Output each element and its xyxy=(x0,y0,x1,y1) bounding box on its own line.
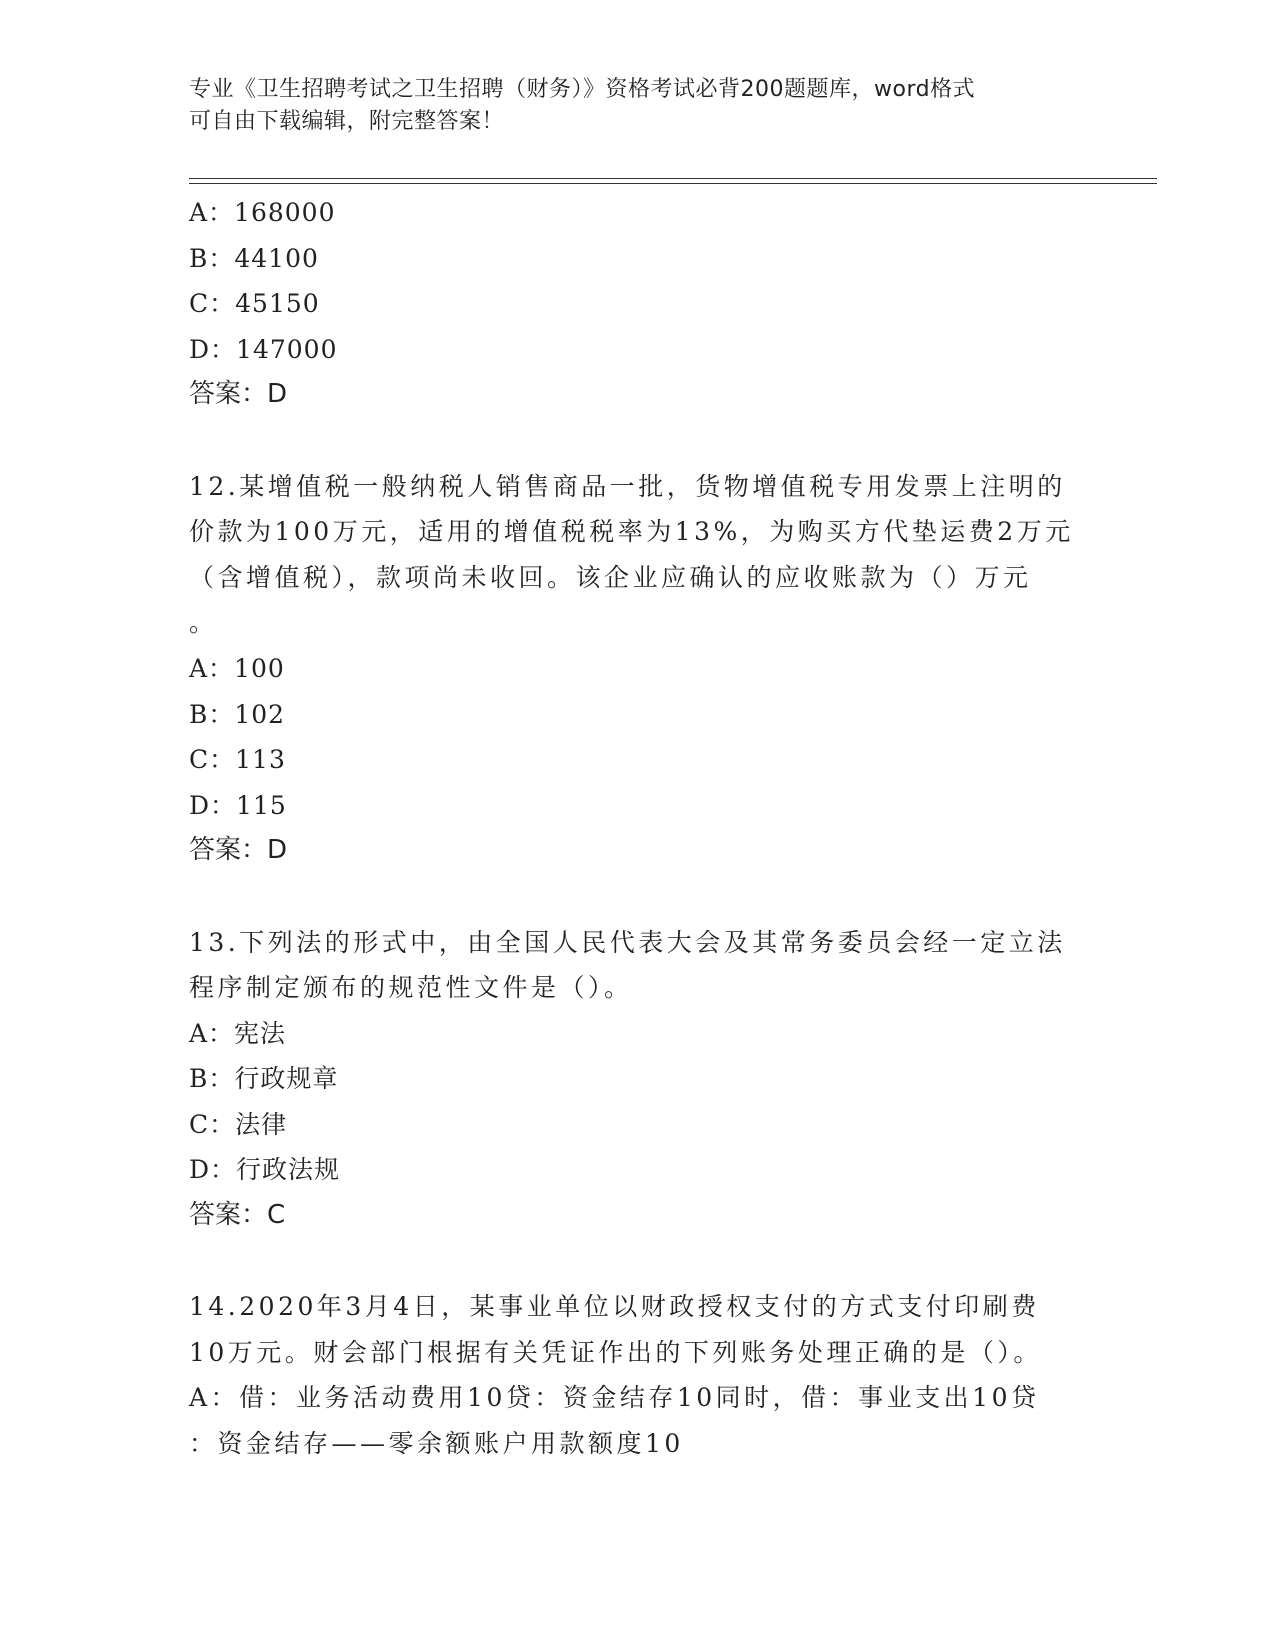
option-a: A：168000 xyxy=(189,198,336,227)
question-list xyxy=(189,190,1089,1467)
option-b: B：102 xyxy=(189,699,286,729)
option-c: C：法律 xyxy=(189,1109,288,1139)
header-line-2: 可自由下载编辑，附完整答案！ xyxy=(189,109,505,134)
option-d: D：147000 xyxy=(189,334,338,364)
question-14 xyxy=(189,1284,1089,1466)
answer: 答案：D xyxy=(189,835,288,866)
option-a-line: A：借：业务活动费用10贷：资金结存10同时，借：事业支出10贷 xyxy=(189,1383,1040,1413)
spacer xyxy=(189,874,1089,920)
header-line-1: 专业《卫生招聘考试之卫生招聘（财务）》资格考试必背200题题库，word格式 xyxy=(189,77,976,102)
question-stem-line: 14.2020年3月4日，某事业单位以财政授权支付的方式支付印刷费 xyxy=(189,1292,1040,1322)
option-b: B：44100 xyxy=(189,243,319,273)
question-stem-line: 。 xyxy=(189,608,218,638)
question-stem-line: 12.某增值税一般纳税人销售商品一批，货物增值税专用发票上注明的 xyxy=(189,471,1066,501)
question-stem-line: 价款为100万元，适用的增值税税率为13%，为购买方代垫运费2万元 xyxy=(189,517,1074,547)
option-a: A：100 xyxy=(189,653,285,683)
answer: 答案：D xyxy=(189,379,288,410)
question-12 xyxy=(189,464,1089,874)
document-header xyxy=(189,74,1089,138)
question-stem-line: 10万元。财会部门根据有关凭证作出的下列账务处理正确的是（）。 xyxy=(189,1337,1042,1367)
option-a-line: ：资金结存——零余额账户用款额度10 xyxy=(189,1429,684,1459)
question-11 xyxy=(189,190,1089,418)
option-c: C：45150 xyxy=(189,289,320,319)
option-d: D：行政法规 xyxy=(189,1155,341,1185)
spacer xyxy=(189,1239,1089,1285)
question-stem-line: （含增值税），款项尚未收回。该企业应确认的应收账款为（）万元 xyxy=(189,562,1032,592)
spacer xyxy=(189,418,1089,464)
option-b: B：行政规章 xyxy=(189,1064,339,1094)
option-c: C：113 xyxy=(189,745,286,775)
header-divider-top xyxy=(189,178,1157,179)
option-a: A：宪法 xyxy=(189,1018,287,1048)
question-stem-line: 程序制定颁布的规范性文件是（）。 xyxy=(189,973,633,1003)
option-d: D：115 xyxy=(189,790,287,820)
answer: 答案：C xyxy=(189,1200,286,1231)
header-divider-bottom xyxy=(189,183,1157,184)
question-stem-line: 13.下列法的形式中，由全国人民代表大会及其常务委员会经一定立法 xyxy=(189,927,1066,957)
question-13 xyxy=(189,920,1089,1239)
